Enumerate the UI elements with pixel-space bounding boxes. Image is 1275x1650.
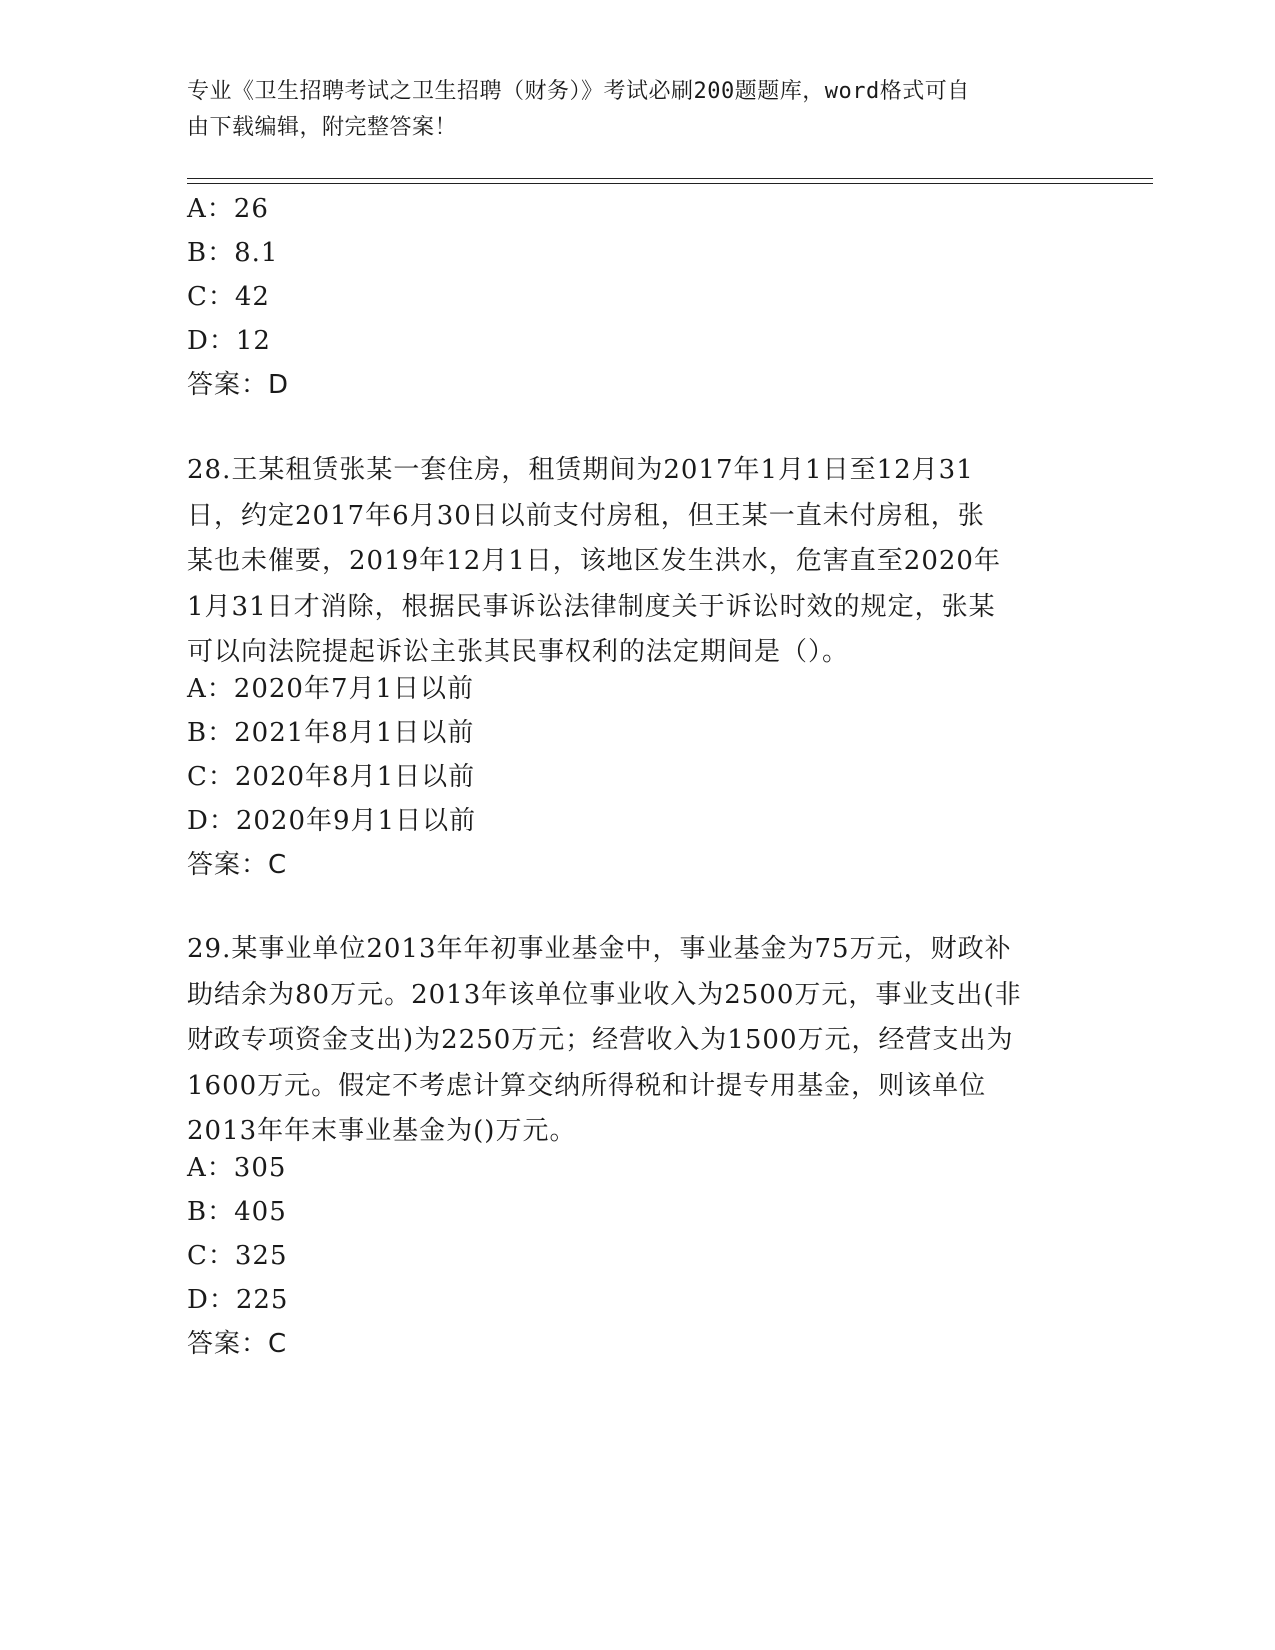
- q29-option-c: C：325: [187, 1241, 288, 1271]
- q28-stem: [187, 448, 1067, 676]
- header-divider-bottom: [187, 183, 1153, 184]
- q28-option-c: C：2020年8月1日以前: [187, 762, 476, 792]
- q27-option-a: A：26: [187, 194, 269, 224]
- q28-stem-line: 1月31日才消除，根据民事诉讼法律制度关于诉讼时效的规定，张某: [187, 591, 996, 622]
- q28-stem-line: 可以向法院提起诉讼主张其民事权利的法定期间是（）。: [187, 637, 850, 667]
- q27-option-b: B：8.1: [187, 238, 279, 268]
- q29-option-a: A：305: [187, 1153, 287, 1183]
- q29-stem-line: 1600万元。假定不考虑计算交纳所得税和计提专用基金，则该单位: [187, 1070, 987, 1101]
- q29-stem-line: 助结余为80万元。2013年该单位事业收入为2500万元，事业支出(非: [187, 979, 1022, 1010]
- q29-stem-line: 2013年年末事业基金为()万元。: [187, 1116, 577, 1146]
- q28-stem-line: 日，约定2017年6月30日以前支付房租，但王某一直未付房租，张: [187, 500, 985, 531]
- q29-option-b: B：405: [187, 1197, 287, 1227]
- q29-option-d: D：225: [187, 1285, 289, 1315]
- q28-option-a: A：2020年7月1日以前: [187, 674, 475, 704]
- q29-stem-line: 29.某事业单位2013年年初事业基金中，事业基金为75万元，财政补: [187, 934, 1012, 964]
- q28-option-b: B：2021年8月1日以前: [187, 718, 475, 748]
- q29-answer: 答案：C: [187, 1329, 288, 1359]
- q29-stem-line: 财政专项资金支出)为2250万元；经营收入为1500万元，经营支出为: [187, 1025, 1014, 1055]
- document-header: [187, 74, 1087, 146]
- q27-answer: 答案：D: [187, 370, 290, 400]
- q27-option-d: D：12: [187, 326, 271, 356]
- q28-answer: 答案：C: [187, 850, 288, 880]
- header-line-2: 由下载编辑，附完整答案！: [187, 115, 458, 140]
- header-divider-top: [187, 178, 1153, 179]
- header-line-1: 专业《卫生招聘考试之卫生招聘（财务）》考试必刷200题题库，word格式可自: [187, 79, 970, 104]
- q29-stem: [187, 927, 1067, 1155]
- q27-option-c: C：42: [187, 282, 270, 312]
- q28-stem-line: 某也未催要，2019年12月1日，该地区发生洪水，危害直至2020年: [187, 546, 1001, 576]
- q28-stem-line: 28.王某租赁张某一套住房，租赁期间为2017年1月1日至12月31: [187, 455, 974, 485]
- q28-option-d: D：2020年9月1日以前: [187, 806, 477, 836]
